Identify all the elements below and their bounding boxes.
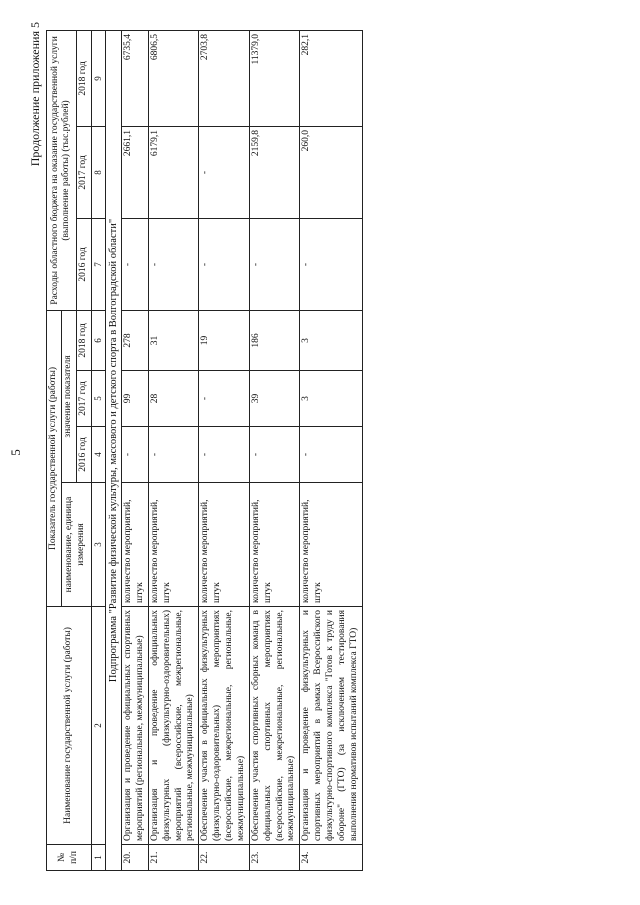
budget-2016: - bbox=[300, 218, 362, 310]
indicator-2018: 186 bbox=[249, 310, 300, 370]
page-number: 5 bbox=[8, 449, 23, 456]
budget-2018: 2703,8 bbox=[199, 30, 250, 126]
table-row bbox=[300, 30, 362, 870]
indicator-unit: количество мероприятий, штук bbox=[122, 483, 149, 607]
column-number: 2 bbox=[91, 607, 105, 845]
indicator-2017: 3 bbox=[300, 371, 362, 427]
table-row bbox=[148, 30, 199, 870]
budget-2018: 11379,0 bbox=[249, 30, 300, 126]
column-numbers-row bbox=[91, 30, 105, 870]
budget-2018: 6806,5 bbox=[148, 30, 199, 126]
column-number: 4 bbox=[91, 427, 105, 483]
continuation-label: Продолжение приложения 5 bbox=[28, 22, 42, 167]
row-number: 23. bbox=[249, 845, 300, 871]
table-row bbox=[122, 30, 149, 870]
indicator-unit: количество мероприятий, штук bbox=[148, 483, 199, 607]
row-number: 24. bbox=[300, 845, 362, 871]
header-bud-2017: 2017 год bbox=[76, 126, 91, 218]
budget-2016: - bbox=[122, 218, 149, 310]
column-number: 9 bbox=[91, 30, 105, 126]
budget-2016: - bbox=[249, 218, 300, 310]
budget-2017: 6179,1 bbox=[148, 126, 199, 218]
row-number: 20. bbox=[122, 845, 149, 871]
indicator-unit: количество мероприятий, штук bbox=[199, 483, 250, 607]
header-ind-2018: 2018 год bbox=[76, 310, 91, 370]
indicator-unit: количество мероприятий, штук bbox=[300, 483, 362, 607]
row-number: 22. bbox=[199, 845, 250, 871]
column-number: 8 bbox=[91, 126, 105, 218]
budget-2016: - bbox=[199, 218, 250, 310]
indicator-2016: - bbox=[148, 427, 199, 483]
header-indicator-name: наименование, единица измерения bbox=[61, 483, 91, 607]
indicator-2016: - bbox=[300, 427, 362, 483]
indicator-2017: 28 bbox=[148, 371, 199, 427]
indicator-2017: - bbox=[199, 371, 250, 427]
column-number: 7 bbox=[91, 218, 105, 310]
indicator-2016: - bbox=[249, 427, 300, 483]
row-number: 21. bbox=[148, 845, 199, 871]
table-row bbox=[199, 30, 250, 870]
subprogram-title: Подпрограмма "Развитие физической культуры, массового и детского спорта в Волгоградской области" bbox=[105, 30, 121, 870]
indicator-2018: 31 bbox=[148, 310, 199, 370]
service-name: Обеспечение участия спортивных сборных команд в официальных спортивных мероприятиях (всероссийские, межрегиональные, региональные, межмуниципальные) bbox=[249, 607, 300, 845]
header-indicator-values: значение показателя bbox=[61, 310, 76, 482]
service-name: Организация и проведение физкультурных и спортивных мероприятий в рамках Всероссийского физкультурно-спортивного комплекса "Готов к труду и обороне" (ГТО) (за исключением тестирования выполнения нормативов испытаний комплекса ГТО) bbox=[300, 607, 362, 845]
column-number: 5 bbox=[91, 371, 105, 427]
header-ind-2017: 2017 год bbox=[76, 371, 91, 427]
service-name: Организация и проведение официальных спортивных мероприятий (региональные, межмуниципальные) bbox=[122, 607, 149, 845]
table-row bbox=[249, 30, 300, 870]
service-name: Организация и проведение официальных физкультурных (физкультурно-оздоровительных) мероприятий (всероссийские, межрегиональные, региональные, межмуниципальные) bbox=[148, 607, 199, 845]
column-number: 6 bbox=[91, 310, 105, 370]
budget-2018: 282,1 bbox=[300, 30, 362, 126]
column-number: 1 bbox=[91, 845, 105, 871]
indicator-unit: количество мероприятий, штук bbox=[249, 483, 300, 607]
header-budget-group: Расходы областного бюджета на оказание государственной услуги (выполнение работы) (тыс.рублей) bbox=[47, 30, 77, 310]
indicator-2016: - bbox=[122, 427, 149, 483]
header-service: Наименование государственной услуги (работы) bbox=[47, 607, 92, 845]
header-ind-2016: 2016 год bbox=[76, 427, 91, 483]
header-bud-2018: 2018 год bbox=[76, 30, 91, 126]
header-indicator-group: Показатель государственной услуги (работы) bbox=[47, 310, 62, 606]
indicator-2018: 3 bbox=[300, 310, 362, 370]
indicator-2018: 278 bbox=[122, 310, 149, 370]
indicator-2017: 99 bbox=[122, 371, 149, 427]
header-no: № п/п bbox=[47, 845, 92, 871]
budget-2017: 2661,1 bbox=[122, 126, 149, 218]
budget-2017: - bbox=[199, 126, 250, 218]
budget-2017: 260,0 bbox=[300, 126, 362, 218]
indicator-2018: 19 bbox=[199, 310, 250, 370]
subprogram-row bbox=[105, 30, 121, 870]
header-bud-2016: 2016 год bbox=[76, 218, 91, 310]
service-name: Обеспечение участия в официальных физкультурных (физкультурно-оздоровительных) мероприятиях (всероссийские, межрегиональные, региональные, межмуниципальные) bbox=[199, 607, 250, 845]
indicator-2017: 39 bbox=[249, 371, 300, 427]
indicator-2016: - bbox=[199, 427, 250, 483]
column-number: 3 bbox=[91, 483, 105, 607]
services-table bbox=[46, 30, 363, 871]
budget-2017: 2159,8 bbox=[249, 126, 300, 218]
budget-2016: - bbox=[148, 218, 199, 310]
budget-2018: 6735,4 bbox=[122, 30, 149, 126]
